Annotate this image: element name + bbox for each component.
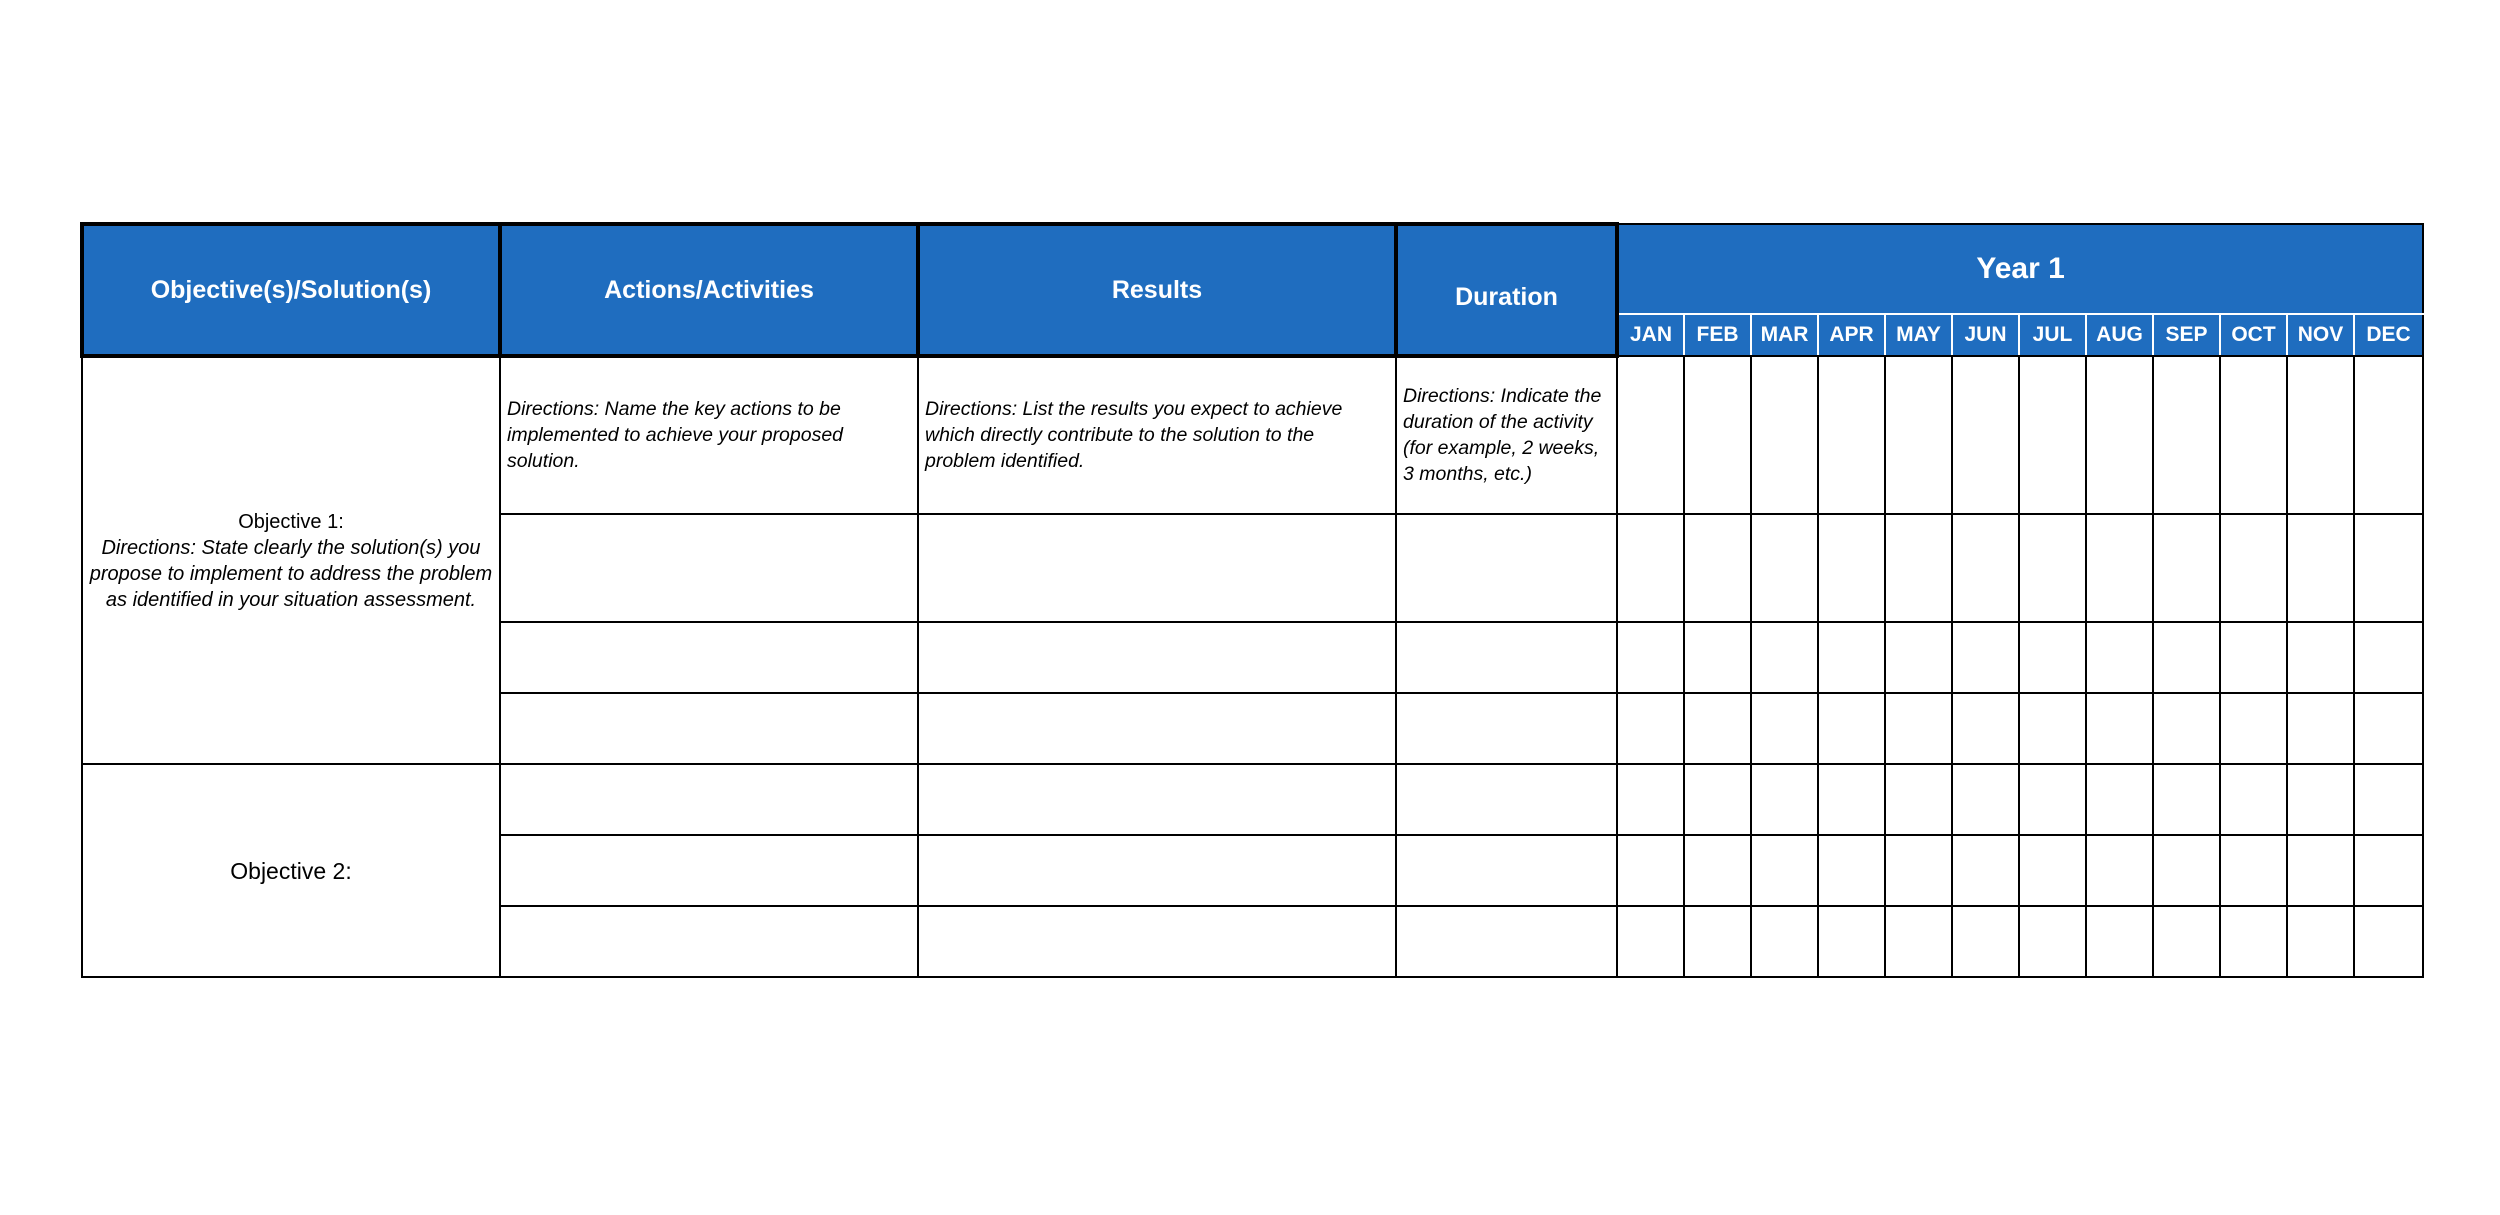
objective-1-cell <box>82 356 500 764</box>
duration-directions: Directions: Indicate the duration of the activity (for example, 2 weeks, 3 months, etc.) <box>1403 385 1602 485</box>
month-cell[interactable] <box>1885 906 1952 977</box>
header-year: Year 1 <box>1617 224 2423 314</box>
month-cell[interactable] <box>1818 906 1885 977</box>
month-cell[interactable] <box>1952 514 2019 622</box>
month-cell[interactable] <box>1885 622 1952 693</box>
month-cell[interactable] <box>2354 835 2423 906</box>
month-cell[interactable] <box>2287 622 2354 693</box>
month-cell[interactable] <box>2086 356 2153 514</box>
month-cell[interactable] <box>2153 764 2220 835</box>
month-cell[interactable] <box>1952 764 2019 835</box>
month-cell[interactable] <box>2354 622 2423 693</box>
header-month: JAN <box>1617 314 1684 356</box>
month-cell[interactable] <box>2220 835 2287 906</box>
month-cell[interactable] <box>1952 906 2019 977</box>
month-cell[interactable] <box>1885 693 1952 764</box>
header-month: FEB <box>1684 314 1751 356</box>
duration-cell[interactable] <box>1396 693 1617 764</box>
month-cell[interactable] <box>2086 514 2153 622</box>
objective-1-directions: Directions: State clearly the solution(s) you propose to implement to address the problem as identified in your situation assessment. <box>89 536 493 611</box>
month-cell[interactable] <box>1751 356 1818 514</box>
duration-cell[interactable] <box>1396 514 1617 622</box>
header-month: JUL <box>2019 314 2086 356</box>
header-month: NOV <box>2287 314 2354 356</box>
month-cell[interactable] <box>1885 514 1952 622</box>
month-cell[interactable] <box>1952 356 2019 514</box>
duration-directions-cell <box>1396 356 1617 514</box>
month-cell[interactable] <box>1885 835 1952 906</box>
month-cell[interactable] <box>1617 693 1684 764</box>
month-cell[interactable] <box>1684 356 1751 514</box>
objective-2-cell <box>82 764 500 977</box>
month-cell[interactable] <box>2287 906 2354 977</box>
month-cell[interactable] <box>2220 693 2287 764</box>
results-cell[interactable] <box>918 693 1396 764</box>
month-cell[interactable] <box>2086 906 2153 977</box>
header-actions: Actions/Activities <box>500 224 918 356</box>
objective-1-title: Objective 1: <box>238 510 344 533</box>
duration-cell[interactable] <box>1396 906 1617 977</box>
header-month: DEC <box>2354 314 2423 356</box>
month-cell[interactable] <box>1617 622 1684 693</box>
header-month: APR <box>1818 314 1885 356</box>
month-cell[interactable] <box>1818 835 1885 906</box>
actions-directions-cell <box>500 356 918 514</box>
results-cell[interactable] <box>918 764 1396 835</box>
results-directions-cell <box>918 356 1396 514</box>
month-cell[interactable] <box>2354 906 2423 977</box>
month-cell[interactable] <box>1751 906 1818 977</box>
month-cell[interactable] <box>2019 514 2086 622</box>
month-cell[interactable] <box>2287 764 2354 835</box>
month-cell[interactable] <box>1617 906 1684 977</box>
table-row <box>82 356 2423 514</box>
month-cell[interactable] <box>2354 514 2423 622</box>
duration-cell[interactable] <box>1396 764 1617 835</box>
month-cell[interactable] <box>2354 356 2423 514</box>
header-month: SEP <box>2153 314 2220 356</box>
month-cell[interactable] <box>2220 622 2287 693</box>
month-cell[interactable] <box>1684 693 1751 764</box>
header-month: AUG <box>2086 314 2153 356</box>
month-cell[interactable] <box>1751 764 1818 835</box>
month-cell[interactable] <box>2153 514 2220 622</box>
actions-directions: Directions: Name the key actions to be implemented to achieve your proposed solution. <box>507 398 844 472</box>
month-cell[interactable] <box>2019 356 2086 514</box>
month-cell[interactable] <box>2354 693 2423 764</box>
month-cell[interactable] <box>2220 356 2287 514</box>
actions-cell[interactable] <box>500 514 918 622</box>
month-cell[interactable] <box>1952 693 2019 764</box>
month-cell[interactable] <box>2019 835 2086 906</box>
month-cell[interactable] <box>2086 835 2153 906</box>
results-directions: Directions: List the results you expect to achieve which directly contribute to the solution to the problem identified. <box>925 398 1343 472</box>
month-cell[interactable] <box>2287 835 2354 906</box>
month-cell[interactable] <box>2019 764 2086 835</box>
month-cell[interactable] <box>2086 764 2153 835</box>
month-cell[interactable] <box>1684 764 1751 835</box>
header-duration: Duration <box>1396 224 1617 356</box>
month-cell[interactable] <box>1617 764 1684 835</box>
header-objective: Objective(s)/Solution(s) <box>82 224 500 356</box>
month-cell[interactable] <box>2019 693 2086 764</box>
month-cell[interactable] <box>1684 514 1751 622</box>
month-cell[interactable] <box>1818 356 1885 514</box>
month-cell[interactable] <box>1684 622 1751 693</box>
month-cell[interactable] <box>2019 906 2086 977</box>
month-cell[interactable] <box>2153 693 2220 764</box>
actions-cell[interactable] <box>500 764 918 835</box>
results-cell[interactable] <box>918 835 1396 906</box>
actions-cell[interactable] <box>500 693 918 764</box>
month-cell[interactable] <box>2153 622 2220 693</box>
month-cell[interactable] <box>2153 835 2220 906</box>
month-cell[interactable] <box>1952 835 2019 906</box>
actions-cell[interactable] <box>500 622 918 693</box>
month-cell[interactable] <box>2220 514 2287 622</box>
header-month: MAR <box>1751 314 1818 356</box>
month-cell[interactable] <box>1617 356 1684 514</box>
month-cell[interactable] <box>1818 693 1885 764</box>
month-cell[interactable] <box>1617 514 1684 622</box>
month-cell[interactable] <box>2086 622 2153 693</box>
month-cell[interactable] <box>1885 764 1952 835</box>
month-cell[interactable] <box>2086 693 2153 764</box>
month-cell[interactable] <box>1818 514 1885 622</box>
results-cell[interactable] <box>918 906 1396 977</box>
month-cell[interactable] <box>1684 906 1751 977</box>
duration-cell[interactable] <box>1396 835 1617 906</box>
month-cell[interactable] <box>2287 514 2354 622</box>
month-cell[interactable] <box>1751 514 1818 622</box>
table-row <box>82 764 2423 835</box>
duration-cell[interactable] <box>1396 622 1617 693</box>
month-cell[interactable] <box>1818 622 1885 693</box>
actions-cell[interactable] <box>500 835 918 906</box>
actions-cell[interactable] <box>500 906 918 977</box>
month-cell[interactable] <box>1952 622 2019 693</box>
month-cell[interactable] <box>2287 693 2354 764</box>
month-cell[interactable] <box>1684 835 1751 906</box>
results-cell[interactable] <box>918 514 1396 622</box>
objective-2-title: Objective 2: <box>230 857 352 884</box>
month-cell[interactable] <box>2153 906 2220 977</box>
header-results: Results <box>918 224 1396 356</box>
month-cell[interactable] <box>2019 622 2086 693</box>
results-cell[interactable] <box>918 622 1396 693</box>
header-month: JUN <box>1952 314 2019 356</box>
month-cell[interactable] <box>1751 693 1818 764</box>
month-cell[interactable] <box>1885 356 1952 514</box>
header-month: OCT <box>2220 314 2287 356</box>
month-cell[interactable] <box>1751 835 1818 906</box>
month-cell[interactable] <box>2354 764 2423 835</box>
month-cell[interactable] <box>2220 764 2287 835</box>
month-cell[interactable] <box>2153 356 2220 514</box>
month-cell[interactable] <box>2220 906 2287 977</box>
month-cell[interactable] <box>1751 622 1818 693</box>
month-cell[interactable] <box>1818 764 1885 835</box>
action-plan-table <box>80 222 2424 978</box>
month-cell[interactable] <box>2287 356 2354 514</box>
month-cell[interactable] <box>1617 835 1684 906</box>
header-month: MAY <box>1885 314 1952 356</box>
